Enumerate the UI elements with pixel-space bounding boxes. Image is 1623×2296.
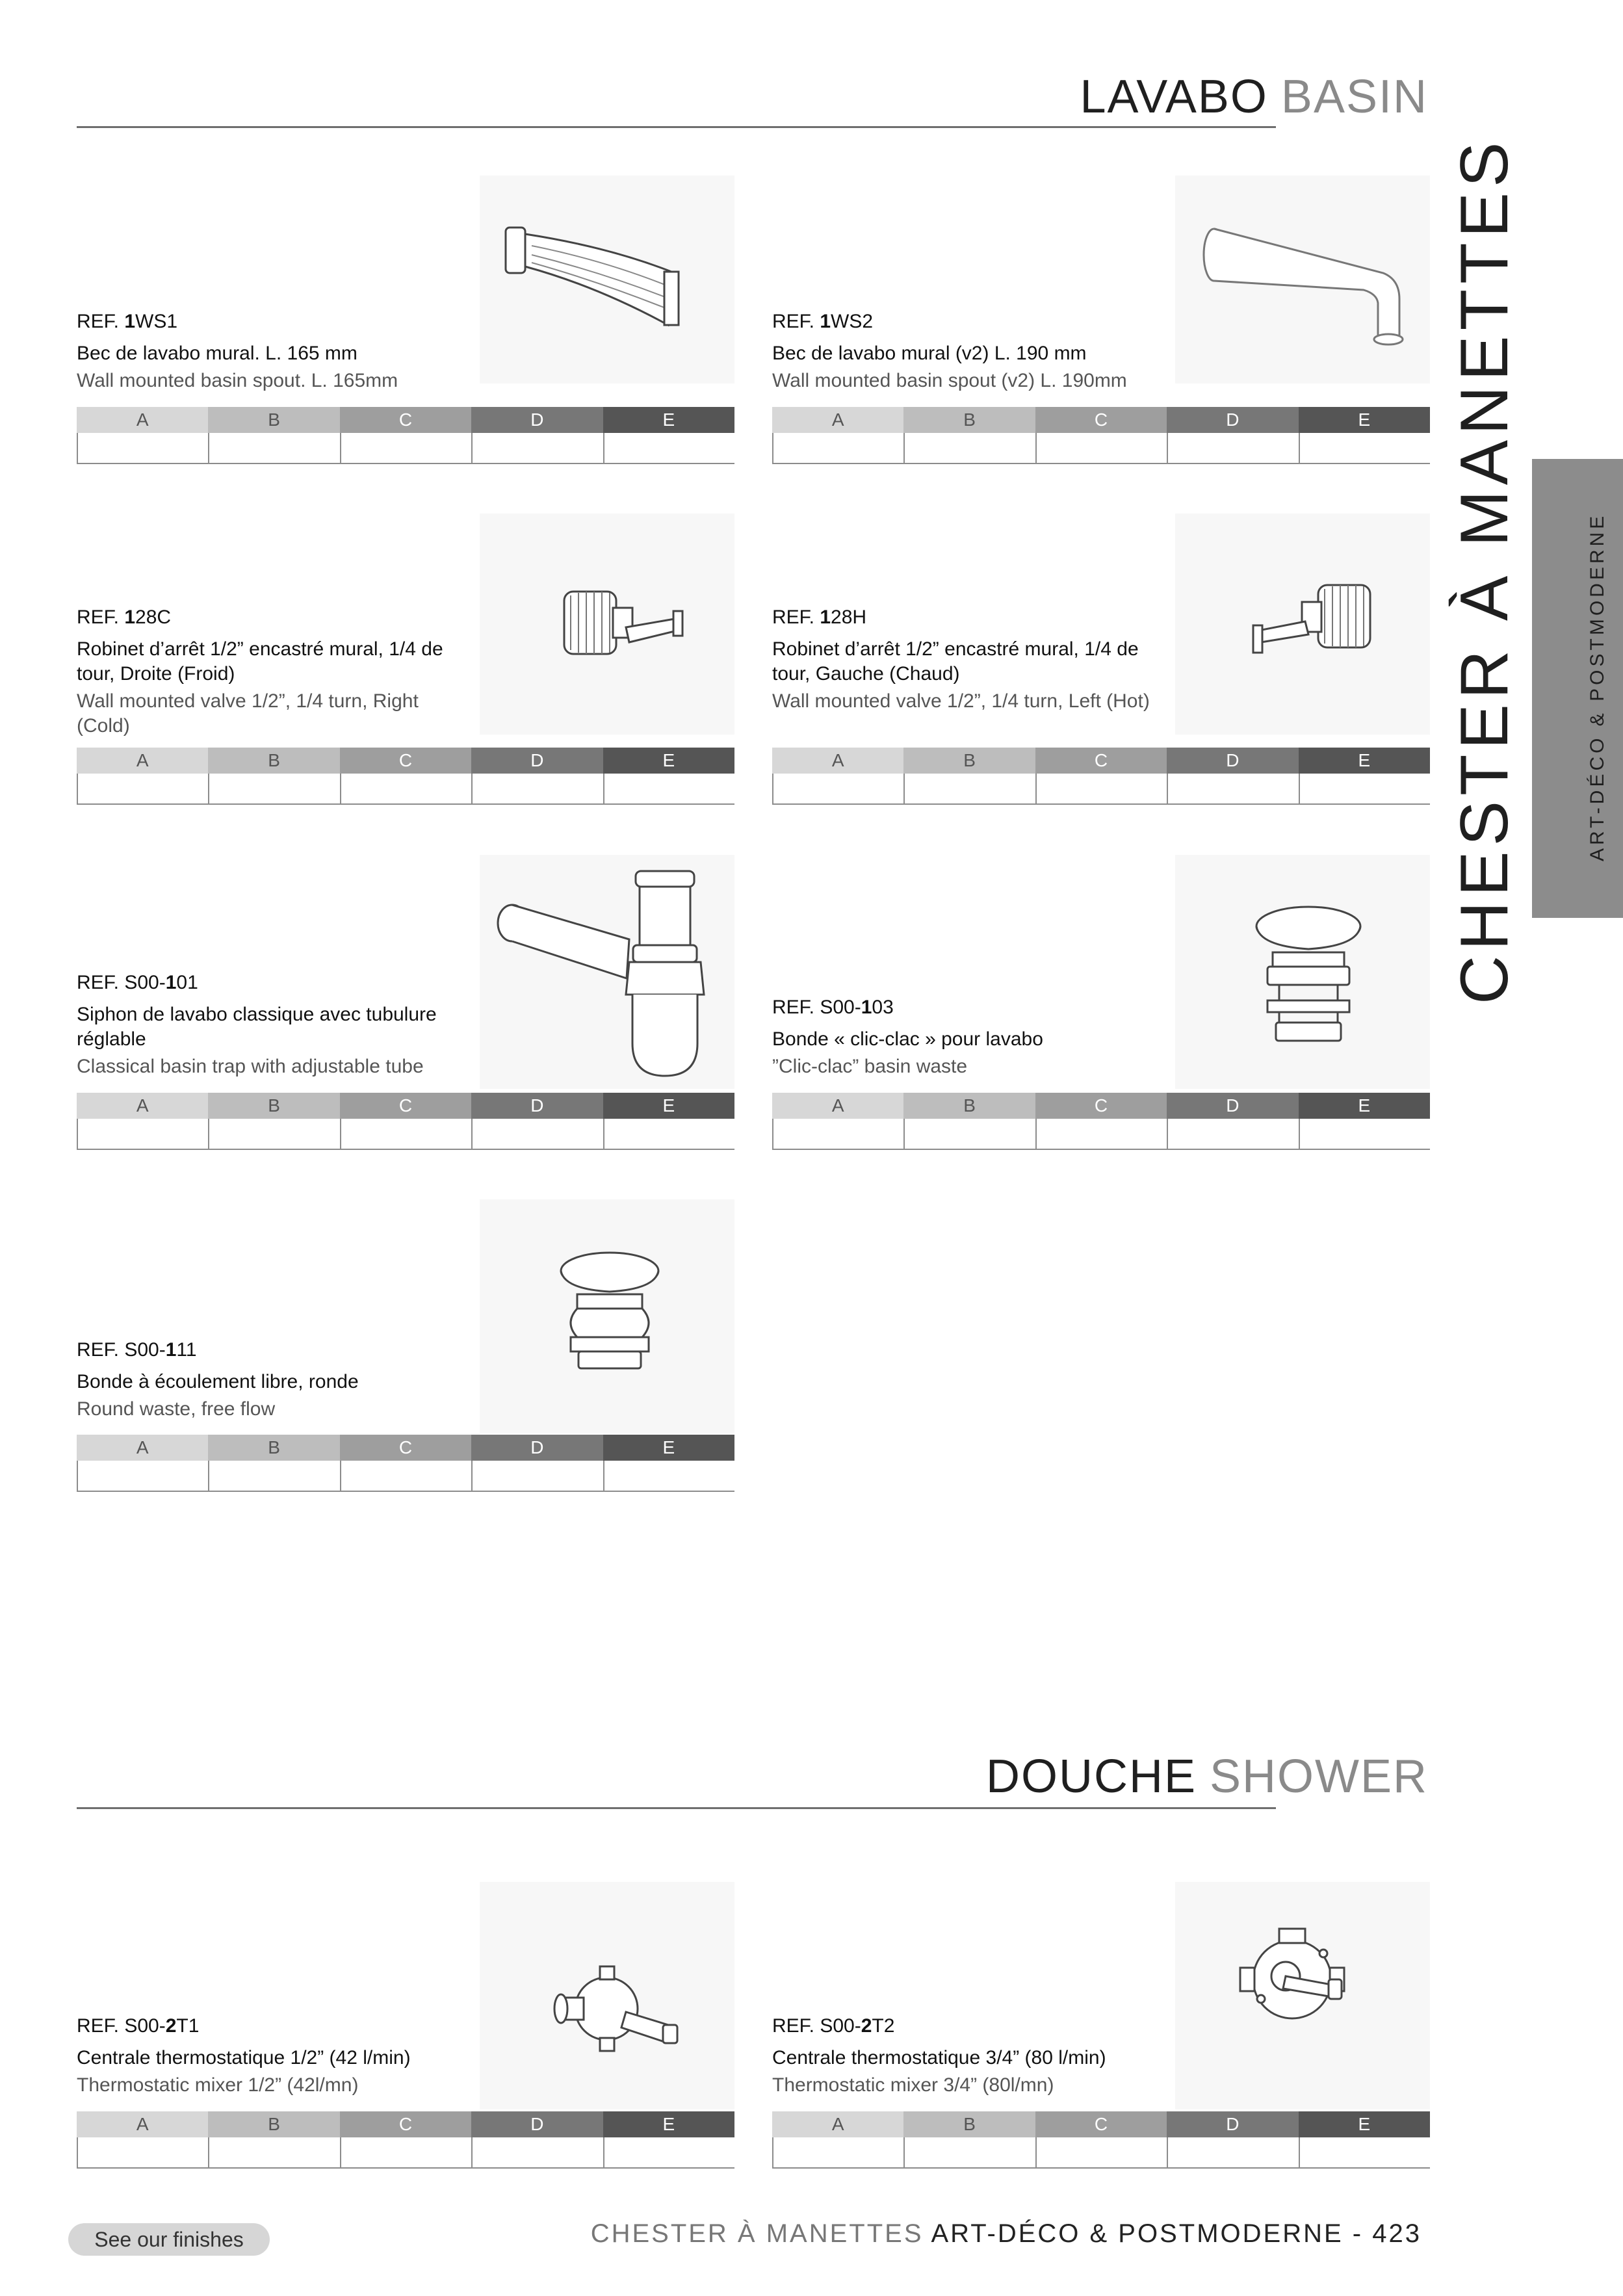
product-ref: REF. 128H [772,607,867,628]
finish-header-c: C [340,407,471,433]
product-description-fr: Bec de lavabo mural (v2) L. 190 mm [772,343,1087,364]
finish-header-d: D [1167,2111,1298,2137]
finish-header-e: E [603,1093,734,1119]
finish-header-e: E [1299,2111,1430,2137]
finish-table [772,748,1430,805]
finish-cell [77,1119,208,1149]
product-card [77,176,734,468]
product-card [772,176,1430,468]
section-title-basin [1080,70,1428,124]
finish-cell [1299,774,1430,803]
finish-cell [603,433,734,463]
page-number: 423 [1372,2219,1422,2248]
finish-cell [208,1119,339,1149]
finish-header-e: E [603,1435,734,1461]
finish-header-a: A [77,407,208,433]
finish-header-d: D [471,748,603,774]
wall-spout-v2-icon [1175,176,1430,384]
footer-separator: - [1352,2219,1364,2248]
finish-cell [1299,1119,1430,1149]
product-ref: REF. 1WS2 [772,311,874,332]
finish-cell [1167,2137,1298,2167]
product-description-en: Thermostatic mixer 3/4” (80l/mn) [772,2074,1054,2096]
side-category-label: ART-DÉCO & POSTMODERNE [1587,512,1608,861]
stop-valve-left-icon [1175,514,1430,735]
finish-cell [1299,2137,1430,2167]
finish-header-b: B [208,1435,339,1461]
finish-header-d: D [471,2111,603,2137]
product-description-en: Thermostatic mixer 1/2” (42l/mn) [77,2074,359,2096]
finish-header-c: C [340,2111,471,2137]
side-collection-title: CHESTER À MANETTES [1447,137,1522,1004]
finish-cell [208,433,339,463]
finish-header-d: D [1167,748,1298,774]
finish-cell [77,774,208,803]
product-description-fr: Robinet d’arrêt 1/2” encastré mural, 1/4 de tour, Gauche (Chaud) [772,638,1139,685]
finish-header-e: E [603,748,734,774]
finish-header-c: C [340,748,471,774]
product-description-fr: Siphon de lavabo classique avec tubulure réglable [77,1004,437,1050]
finish-header-a: A [772,748,903,774]
finish-cell [340,1119,471,1149]
finish-header-a: A [77,2111,208,2137]
finish-cell [471,774,603,803]
basin-trap-icon [480,855,734,1089]
finish-header-b: B [903,2111,1035,2137]
finish-header-c: C [340,1093,471,1119]
round-waste-icon [480,1199,734,1433]
section-title-shower [986,1750,1428,1803]
product-ref: REF. 1WS1 [77,311,178,332]
footer-collection: CHESTER À MANETTES [590,2219,924,2248]
product-description-en: ”Clic-clac” basin waste [772,1056,968,1077]
finish-cell [903,2137,1035,2167]
finish-header-a: A [772,1093,903,1119]
finish-cell [772,2137,903,2167]
product-card [77,1882,734,2181]
finish-header-e: E [1299,748,1430,774]
page-footer [591,2219,1422,2249]
finish-cell [903,1119,1035,1149]
product-ref: REF. 128C [77,607,172,628]
finish-table [77,1093,734,1150]
finish-header-a: A [772,2111,903,2137]
finish-header-d: D [471,1093,603,1119]
finish-table [77,748,734,805]
see-finishes-button[interactable]: See our finishes [68,2223,270,2256]
finish-header-d: D [1167,407,1298,433]
finish-cell [772,433,903,463]
finish-table [77,407,734,464]
side-category-tab[interactable] [1532,459,1623,918]
finish-header-a: A [772,407,903,433]
finish-cell [340,1461,471,1491]
finish-cell [340,2137,471,2167]
product-description-fr: Bonde « clic-clac » pour lavabo [772,1028,1043,1050]
product-ref: REF. S00-2T1 [77,2015,200,2037]
product-description-en: Wall mounted basin spout. L. 165mm [77,370,398,391]
finish-cell [340,774,471,803]
finish-header-e: E [1299,1093,1430,1119]
product-ref: REF. S00-103 [772,997,894,1018]
product-description-en: Wall mounted valve 1/2”, 1/4 turn, Left (Hot) [772,690,1150,712]
stop-valve-right-icon [480,514,734,735]
section-title-fr: DOUCHE [985,1751,1197,1803]
product-card [77,855,734,1154]
finish-header-d: D [471,407,603,433]
product-card [772,1882,1430,2181]
finish-cell [471,1461,603,1491]
product-card [772,514,1430,806]
finish-cell [208,1461,339,1491]
finish-header-b: B [903,748,1035,774]
finish-cell [208,2137,339,2167]
finish-cell [772,774,903,803]
product-ref: REF. S00-111 [77,1339,197,1361]
finish-cell [1035,2137,1167,2167]
finish-header-c: C [1035,1093,1167,1119]
finish-cell [603,774,734,803]
finish-cell [77,433,208,463]
finish-cell [772,1119,903,1149]
finish-cell [77,1461,208,1491]
product-card [77,1199,734,1498]
finish-table [77,1435,734,1492]
product-description-en: Classical basin trap with adjustable tube [77,1056,424,1077]
finish-cell [1167,774,1298,803]
finish-header-b: B [903,1093,1035,1119]
finish-cell [1035,1119,1167,1149]
finish-header-e: E [1299,407,1430,433]
finish-cell [77,2137,208,2167]
product-description-fr: Bonde à écoulement libre, ronde [77,1371,359,1392]
finish-cell [903,433,1035,463]
finish-cell [603,1461,734,1491]
section-title-en: SHOWER [1210,1751,1428,1803]
finish-cell [471,433,603,463]
finish-cell [1167,433,1298,463]
footer-range: ART-DÉCO & POSTMODERNE [931,2219,1344,2248]
section-title-en: BASIN [1280,71,1428,123]
section-title-fr: LAVABO [1080,71,1268,123]
finish-table [772,2111,1430,2169]
finish-header-b: B [208,1093,339,1119]
finish-cell [903,774,1035,803]
product-description-en: Wall mounted basin spout (v2) L. 190mm [772,370,1127,391]
finish-header-c: C [340,1435,471,1461]
finish-header-c: C [1035,2111,1167,2137]
section-divider [77,1807,1276,1809]
finish-cell [1299,433,1430,463]
finish-header-a: A [77,1435,208,1461]
finish-header-c: C [1035,748,1167,774]
finish-cell [1035,774,1167,803]
product-description-fr: Centrale thermostatique 1/2” (42 l/min) [77,2047,411,2068]
finish-cell [471,2137,603,2167]
finish-header-b: B [208,407,339,433]
finish-cell [603,1119,734,1149]
finish-header-b: B [208,2111,339,2137]
finish-table [772,407,1430,464]
product-description-fr: Robinet d’arrêt 1/2” encastré mural, 1/4 de tour, Droite (Froid) [77,638,443,685]
finish-header-e: E [603,407,734,433]
finish-cell [1035,433,1167,463]
product-description-en: Wall mounted valve 1/2”, 1/4 turn, Right (Cold) [77,690,419,737]
product-card [772,855,1430,1154]
finish-header-d: D [1167,1093,1298,1119]
finish-table [772,1093,1430,1150]
finish-header-b: B [208,748,339,774]
product-description-fr: Bec de lavabo mural. L. 165 mm [77,343,357,364]
thermostatic-mixer-icon [480,1882,734,2109]
finish-header-a: A [77,1093,208,1119]
finish-header-a: A [77,748,208,774]
finish-cell [603,2137,734,2167]
product-ref: REF. S00-2T2 [772,2015,895,2037]
finish-header-e: E [603,2111,734,2137]
finish-cell [208,774,339,803]
finish-cell [471,1119,603,1149]
product-ref: REF. S00-101 [77,972,198,993]
section-divider [77,126,1276,128]
finish-table [77,2111,734,2169]
clic-clac-waste-icon [1175,855,1430,1089]
finish-header-b: B [903,407,1035,433]
product-card [77,514,734,806]
finish-cell [1167,1119,1298,1149]
finish-header-d: D [471,1435,603,1461]
product-description-en: Round waste, free flow [77,1398,276,1420]
product-description-fr: Centrale thermostatique 3/4” (80 l/min) [772,2047,1106,2068]
wall-spout-icon [480,176,734,384]
finish-header-c: C [1035,407,1167,433]
finish-cell [340,433,471,463]
thermostatic-mixer-large-icon [1175,1882,1430,2109]
